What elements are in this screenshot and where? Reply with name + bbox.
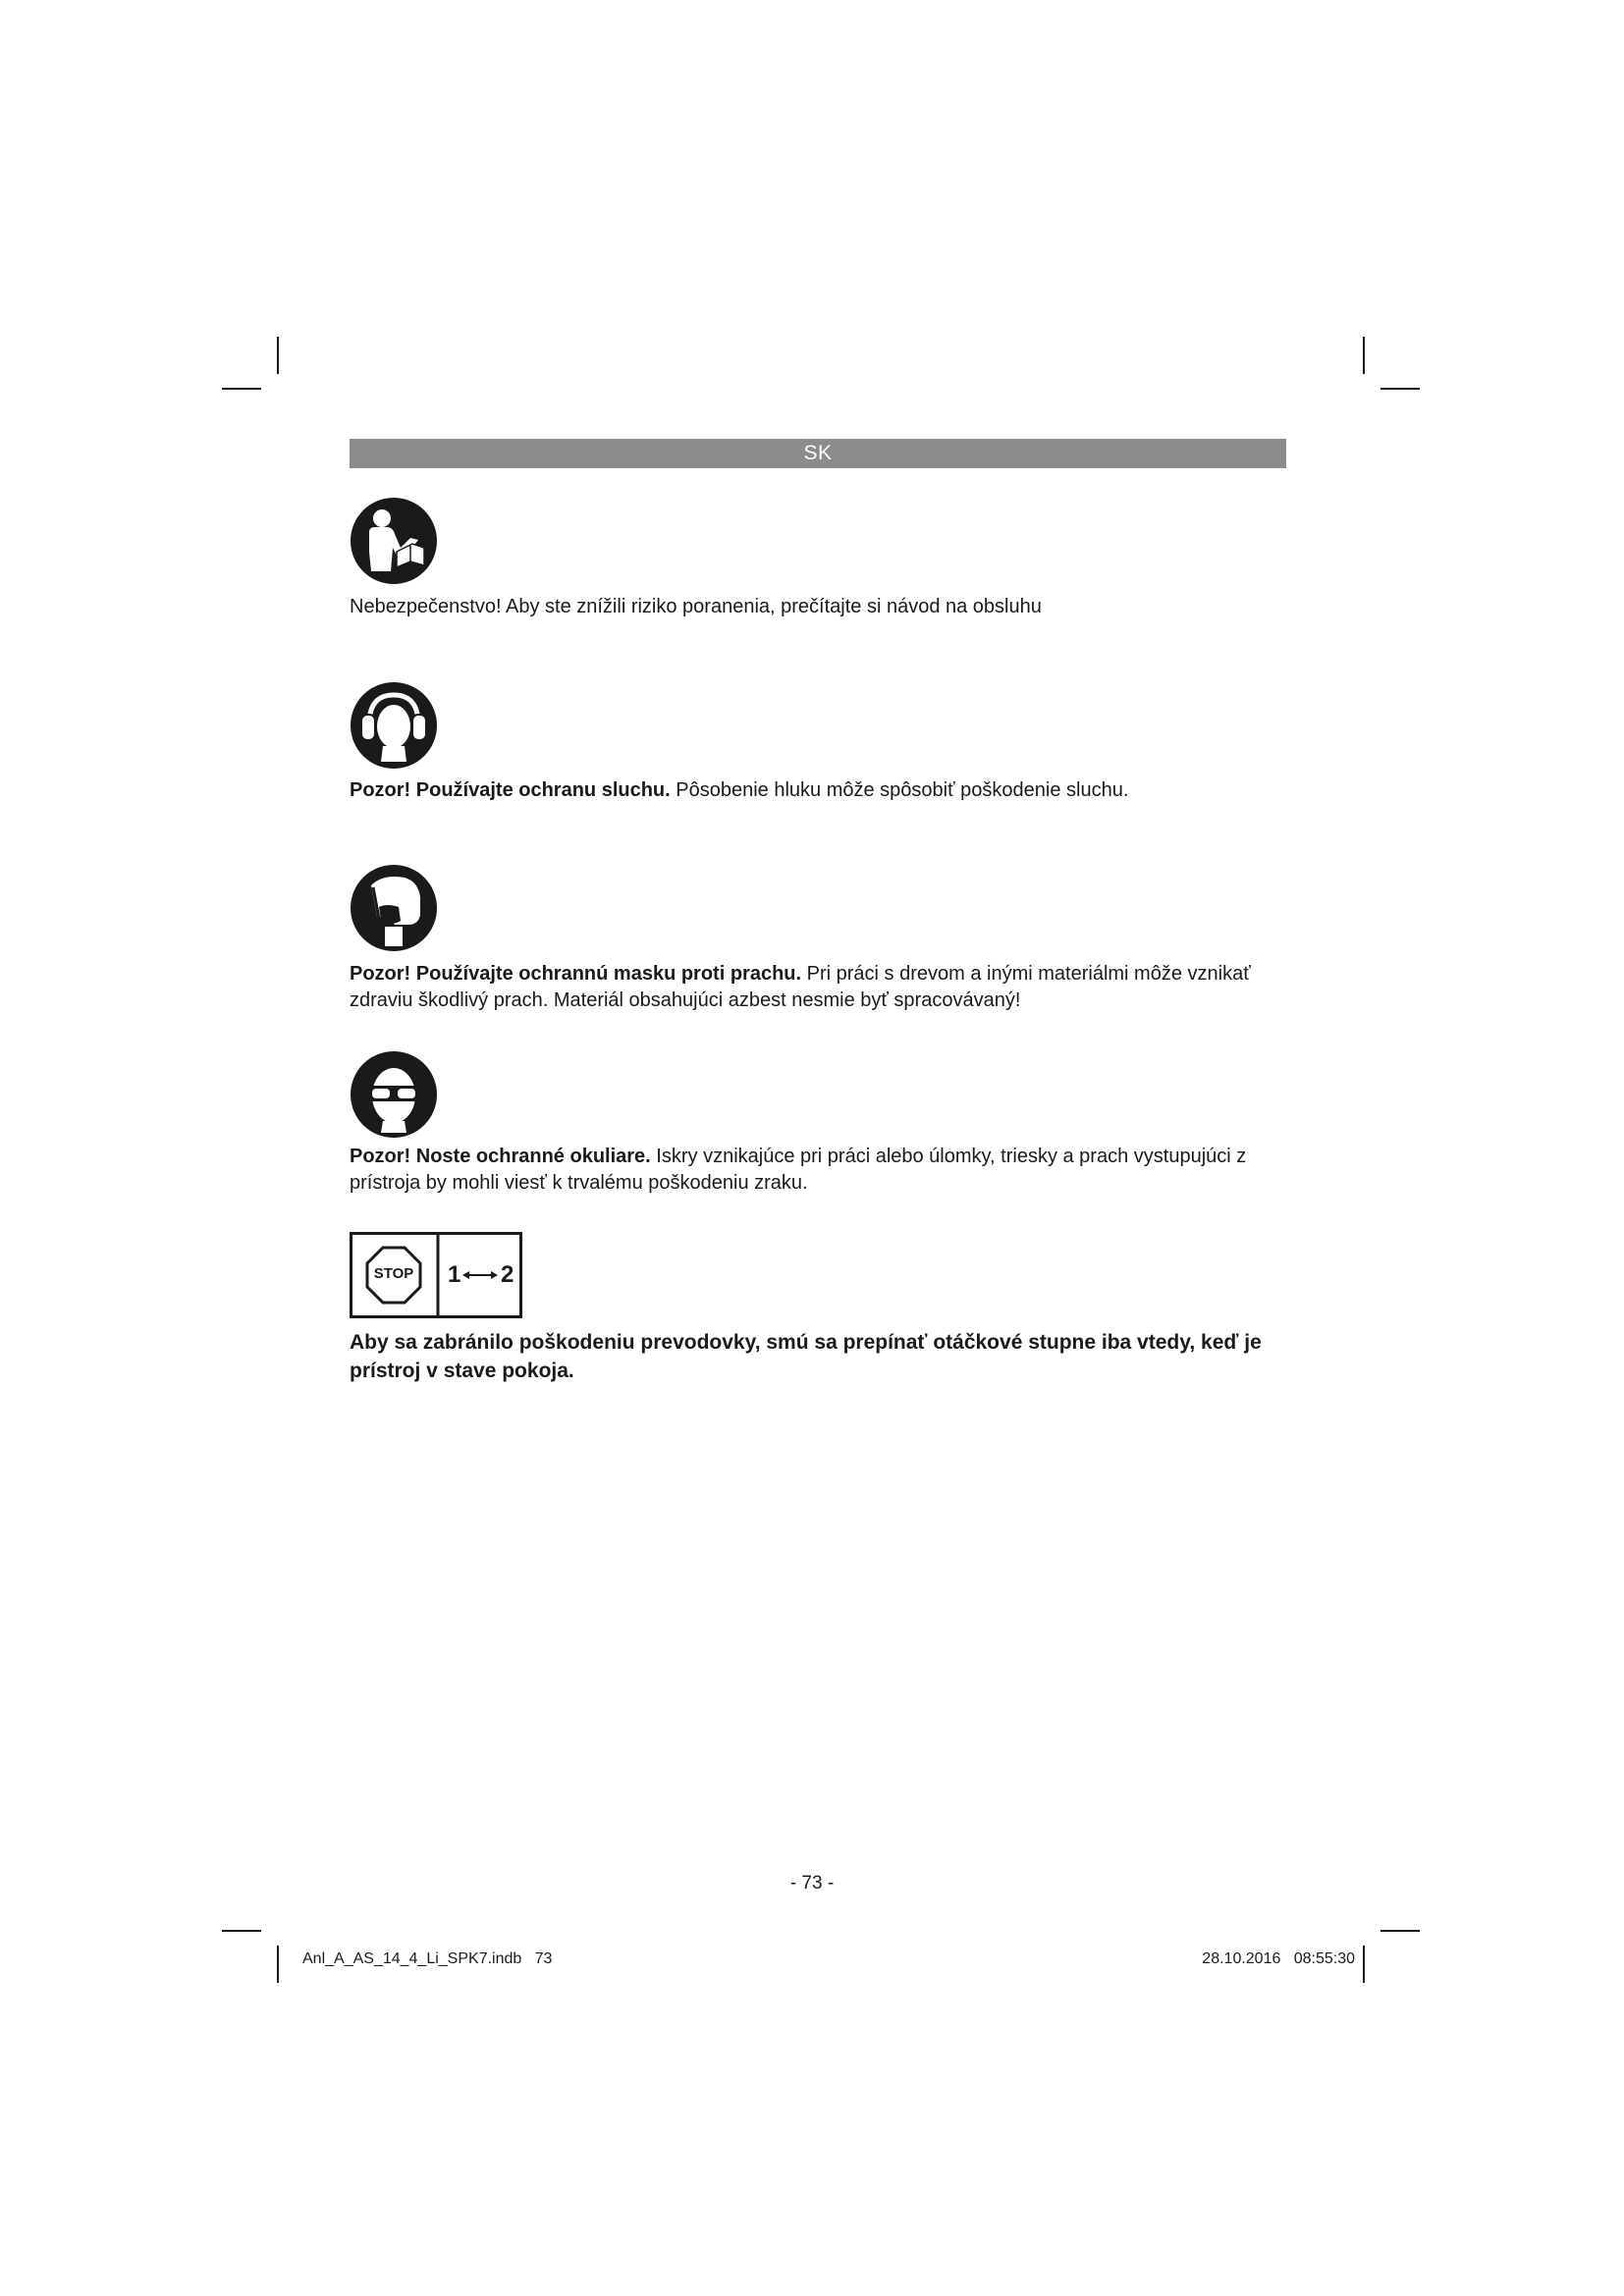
stop-label: STOP (373, 1265, 414, 1282)
read-manual-icon (350, 497, 438, 585)
footer-timestamp: 28.10.2016 08:55:30 (1202, 1950, 1355, 1967)
gear-from: 1 (448, 1261, 461, 1288)
language-header (350, 439, 1286, 468)
warning-read-manual: Nebezpečenstvo! Aby ste znížili riziko poranenia, prečítajte si návod na obsluhu (350, 596, 1042, 617)
crop-mark (222, 1930, 261, 1932)
warning-dust-mask: Pozor! Používajte ochrannú masku proti prachu. Pri práci s drevom a inými materiálmi môže vznikať zdraviu škodlivý prach. Materiál obsahujúci azbest nesmie byť spracovávaný! (350, 963, 1251, 1011)
dust-mask-icon (350, 864, 438, 952)
crop-mark (1363, 1946, 1365, 1983)
crop-mark (277, 337, 279, 374)
warning-goggles: Pozor! Noste ochranné okuliare. Iskry vznikajúce pri práci alebo úlomky, triesky a prach vystupujúci z prístroja by mohli viesť k trvalému poškodeniu zraku. (350, 1146, 1247, 1194)
safety-goggles-icon (350, 1050, 438, 1139)
warning-ear-protection: Pozor! Používajte ochranu sluchu. Pôsobenie hluku môže spôsobiť poškodenie sluchu. (350, 779, 1129, 801)
ear-protection-icon (350, 681, 438, 770)
gear-to: 2 (501, 1261, 514, 1288)
crop-mark (277, 1946, 279, 1983)
footer-file: Anl_A_AS_14_4_Li_SPK7.indb 73 (302, 1950, 553, 1967)
gear-switch-symbol (350, 1232, 522, 1318)
crop-mark (1380, 1930, 1420, 1932)
language-code: SK (803, 442, 833, 464)
page-number: - 73 - (789, 1873, 835, 1894)
crop-mark (1380, 388, 1420, 390)
warning-gear-switch: Aby sa zabránilo poškodeniu prevodovky, smú sa prepínať otáčkové stupne iba vtedy, keď je prístroj v stave pokoja. (350, 1331, 1262, 1382)
crop-mark (1363, 337, 1365, 374)
crop-mark (222, 388, 261, 390)
